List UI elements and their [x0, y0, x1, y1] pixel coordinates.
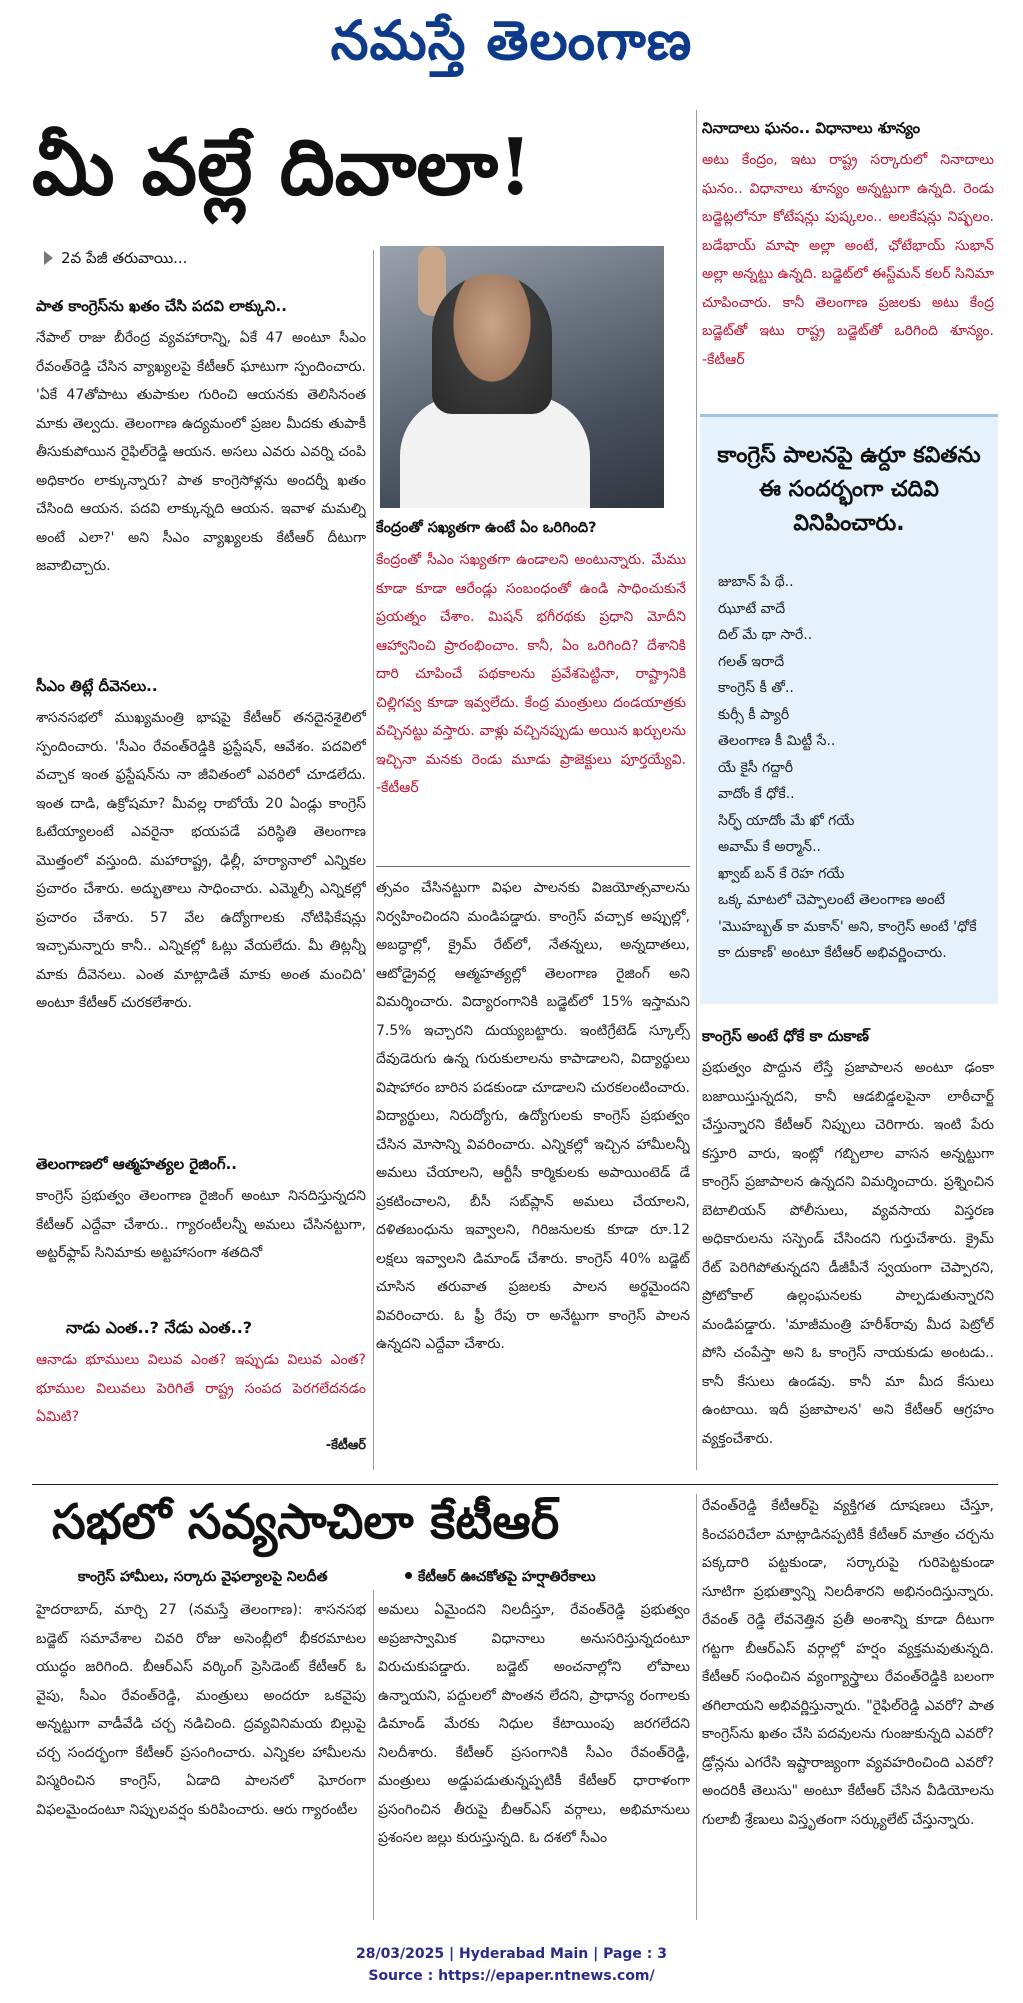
- bottom-col1: హైదరాబాద్, మార్చి 27 (నమస్తే తెలంగాణ): శాసనసభ బడ్జెట్ సమావేశాల చివరి రోజు అసెంబ్లీలో భీకరమాటల యుద్ధం జరిగింది. బీఆర్‌ఎస్ వర్కింగ్ ప్రెసిడెంట్ కేటీఆర్ ఓ వైపు, సీఎం రేవంత్‌రెడ్డి, మంత్రులు అందరూ ఒకవైపు అన్నట్టుగా వాడీవేడి చర్చ నడిచింది. ద్రవ్యవినిమయ బిల్లుపై చర్చ సందర్భంగా కేటీఆర్ ప్రసంగించారు. ఎన్నికల హామీలను విస్మరించిన కాంగ్రెస్, ఏడాది పాలనలో ఘోరంగా విఫలమైందంటూ నిప్పులవర్షం కురిపించారు. ఆరు గ్యారంటీల: [36, 1602, 366, 1818]
- column-rule: [373, 250, 374, 1470]
- col3-para: ప్రభుత్వం పొద్దున లేస్తే ప్రజాపాలన అంటూ ఢంకా బజాయిస్తున్నదని, కానీ ఆడబిడ్డలపైనా లాఠీచార్జ్ చేస్తున్నారని కేటీఆర్ నిప్పులు చెరిగారు. ఇంటి పేరు కస్తూరి వారు, ఇంట్లో గబ్బిలాల వాసన అన్నట్టుగా కాంగ్రెస్ ప్రజాపాలన ఉన్నదని విమర్శించారు. ప్రశ్నించిన బెటాలియన్ పోలీసులు, వ్యవసాయ విస్తరణ అధికారులను సస్పెండ్ చేసిందని గుర్తుచేశారు. క్రైమ్ రేట్ పెరిగిపోతున్నదని డీజీపీనే స్వయంగా చెప్పారని, ప్రోటోకాల్ ఉల్లంఘనలకు పాల్పడుతున్నారని మండిపడ్డారు. 'మాజీమంత్రి హరీశ్‌రావు మీద పెట్రోల్ పోసి చంపేస్తా అని ఓ కాంగ్రెస్ నాయకుడు అంటడు.. కానీ కేసులు ఉండవు. కానీ మా మీద కేసులు ఉంటాయి. ఇదీ ప్రజాపాలన' అని కేటీఆర్ ఆగ్రహం వ్యక్తంచేశారు.: [702, 1060, 994, 1447]
- col1-para-3: కాంగ్రెస్ ప్రభుత్వం తెలంగాణ రైజింగ్ అంటూ నినదిస్తున్నదని కేటీఆర్ ఎద్దేవా చేశారు.. గ్యారంటీలన్నీ అమలు చేసినట్టుగా, అట్టర్‌ఫ్లాప్ సినిమాకు అట్టహాసంగా శతదినో: [36, 1188, 366, 1261]
- poem-line: కాంగ్రెస్ కీ తో..: [718, 680, 794, 696]
- bottom-col2: అమలు ఏమైందని నిలదీస్తూ, రేవంత్‌రెడ్డి ప్రభుత్వం అప్రజాస్వామిక విధానాలు అనుసరిస్తున్నదంటూ విరుచుకుపడ్డారు. బడ్జెట్ అంచనాల్లోని లోపాలు ఉన్నాయని, పద్దులలో పొంతన లేదని, ప్రాధాన్య రంగాలకు డిమాండ్ మేరకు నిధుల కేటాయింపు జరగలేదని నిలదీశారు. కేటీఆర్ ప్రసంగానికి సీఎం రేవంత్‌రెడ్డి, మంత్రులు అడ్డుపడుతున్నప్పటికీ కేటీఆర్ ధారాళంగా ప్రసంగించిన తీరుపై బీఆర్‌ఎస్ వర్గాలు, అభిమానులు ప్రశంసల జల్లు కురుస్తున్నది. ఓ దశలో సీఎం: [378, 1602, 690, 1846]
- poem-line: దిల్ మే థా సారే..: [718, 627, 813, 643]
- col2-red-quote: కేంద్రంతో సీఎం సఖ్యతగా ఉండాలని అంటున్నారు. మేము కూడా కూడా ఆరేండ్లు సంబంధంతో ఉండి సాధించుకునే ప్రయత్నం చేశాం. మిషన్ భగీరథకు ప్రధాని మోదీని ఆహ్వానించి ప్రారంభించాం. కానీ, ఏం ఒరిగింది? దేశానికి దారి చూపించే పథకాలను ప్రవేశపెట్టినా, రాష్ట్రానికి చిల్లిగవ్వ కూడా ఇవ్వలేదు. కేంద్ర మంత్రులు దండయాత్రకు వచ్చినట్టు వస్తారు. వాళ్లు వచ్చినప్పుడు అయిన ఖర్చులను ఇచ్చినా మనకు రెండు మూడు ప్రాజెక్టులు పూర్తయ్యేవి. -కేటీఆర్: [376, 552, 686, 796]
- col3-subhead-2: కాంగ్రెస్ అంటే ధోకే కా దుకాణ్: [702, 1027, 869, 1045]
- column-rule: [373, 1590, 374, 1920]
- col1-signature: -కేటీఆర్: [325, 1438, 366, 1453]
- col1-subhead-2: సీఎం తిట్లే దీవెనలు..: [36, 677, 158, 695]
- masthead: [0, 0, 1023, 85]
- poem-line: యే కైసీ గద్దారీ: [718, 759, 794, 776]
- poem-line: సిర్ఫ్ యాదోం మే ఖో గయే: [718, 812, 855, 829]
- poem-line: జుబాన్ పే థే..: [718, 574, 794, 590]
- poem-line: గలత్ ఇరాదే: [718, 653, 785, 670]
- column-rule: [696, 110, 697, 1470]
- col1-para-1: నేపాల్ రాజు బీరేంద్ర వ్యవహారాన్ని, ఏకే 47 అంటూ సీఎం రేవంత్‌రెడ్డి చేసిన వ్యాఖ్యలపై కేటీఆర్ ఘాటుగా స్పందించారు. 'ఏకే 47తోపాటు తుపాకుల గురించి ఆయనకు తెలిసినంత మాకు తెల్వదు. తెలంగాణ ఉద్యమంలో ప్రజల మీదకు తుపాకీ తీసుకుపోయిన రైఫిల్‌రెడ్డి ఆయన. అసలు ఎవరు ఎవర్ని చంపి అధికారం లాక్కున్నారు? పాత కాంగ్రెసోళ్లను అందర్నీ ఖతం చేసింది ఆయన. పదవి లాక్కున్నది ఆయన. ఇవాళ మమల్ని అంటే ఎలా?' అని సీఎం వ్యాఖ్యలకు కేటీఆర్ దీటుగా జవాబిచ్చారు.: [36, 330, 366, 574]
- col2-subhead: కేంద్రంతో సఖ్యతగా ఉంటే ఏం ఒరిగింది?: [376, 520, 597, 536]
- newspaper-name: నమస్తే తెలంగాణ: [330, 8, 693, 72]
- main-headline: మీ వల్లే దివాలా!: [32, 122, 533, 213]
- urdu-poem-box: [700, 414, 998, 1004]
- continued-label: 2వ పేజీ తరువాయి...: [61, 249, 188, 267]
- divider: [376, 866, 690, 867]
- urdu-poem-title: కాంగ్రెస్ పాలనపై ఉర్దూ కవితను ఈ సందర్భంగా చదివి వినిపించారు.: [717, 443, 981, 536]
- col3-red-quote: అటు కేంద్రం, ఇటు రాష్ట్ర సర్కారులో నినాదాలు ఘనం.. విధానాలు శూన్యం అన్నట్టుగా ఉన్నది. రెండు బడ్జెట్లలోనూ కోటేషన్లు పుష్కలం.. అలకేషన్లు నిష్ఫలం. బడేభాయ్ మాషా అల్లా అంటే, ఛోటేభాయ్ సుభాన్ అల్లా అన్నట్టు ఉన్నది. బడ్జెట్‌లో ఈస్ట్‌మన్ కలర్ సినిమా చూపించారు. కానీ తెలంగాణ ప్రజలకు అటు కేంద్ర బడ్జెట్‌తో ఇటు రాష్ట్ర బడ్జెట్‌తో ఒరిగింది శూన్యం. -కేటీఆర్: [702, 152, 994, 368]
- bullet-icon: [405, 1572, 412, 1579]
- col3-subhead-1: నినాదాలు ఘనం.. విధానాలు శూన్యం: [702, 119, 921, 137]
- section-divider: [32, 1484, 998, 1485]
- bottom-headline: సభలో సవ్యసాచిలా కేటీఆర్: [52, 1494, 560, 1550]
- bottom-subhead-b: కేటీఆర్ ఊచకోతపై హర్షాతిరేకాలు: [418, 1569, 596, 1585]
- col1-subhead-4: నాడు ఎంత..? నేడు ఎంత..?: [66, 1318, 253, 1337]
- continued-note: [44, 246, 364, 270]
- poem-line: కుర్సీ కీ ప్యారీ: [718, 706, 790, 723]
- person-figure: [432, 274, 552, 414]
- col1-subhead-3: తెలంగాణలో ఆత్మహత్యల రైజింగ్..: [36, 1155, 237, 1173]
- col2-para: త్సవం చేసినట్టుగా విఫల పాలనకు విజయోత్సవాలను నిర్వహించిందని మండిపడ్డారు. కాంగ్రెస్ వచ్చాక అప్పుల్లో, అబద్ధాల్లో, క్రైమ్ రేట్‌లో, నేతన్నలు, అన్నదాతలు, ఆటోడ్రైవర్ల ఆత్మహత్యల్లో తెలంగాణ రైజింగ్ అని విమర్శించారు. విద్యారంగానికి బడ్జెట్‌లో 15% ఇస్తామని 7.5% ఇచ్చారని దుయ్యబట్టారు. ఇంటిగ్రేటెడ్ స్కూల్స్ దేవుడెరుగు ఉన్న గురుకులాలను కాపాడాలని, విద్యార్థులు విషాహారం బారిన పడకుండా చూడాలని చురకలంటించారు. విద్యార్థులు, నిరుద్యోగు, ఉద్యోగులకు కాంగ్రెస్ ప్రభుత్వం చేసిన మోసాన్ని వివరించారు. ఎన్నికల్లో ఇచ్చిన హామీలన్నీ అమలు చేయాలని, ఆర్టీసీ కార్మికులకు అపాయింటెడ్ డే ప్రకటించాలని, బీసీ సబ్‌ప్లాన్ అమలు చేయాలని, దళితబంధును ఇవ్వాలని, గిరిజనులకు కూడా రూ.12 లక్షలు ఇవ్వాలని డిమాండ్ చేశారు. కాంగ్రెస్ 40% బడ్జెట్ చూసిన తరువాత ప్రజలకు పాలన అర్థమైందని వివరించారు. ఓ ఫ్రీ రేపు రా అనేట్టుగా కాంగ్రెస్ పాలన ఉన్నదని ఎద్దేవా చేశారు.: [376, 880, 690, 1352]
- poem-line: వాదోం కే ధోకే..: [718, 786, 795, 802]
- chevron-right-icon: [44, 251, 53, 265]
- bottom-col3: రేవంత్‌రెడ్డి కేటీఆర్‌పై వ్యక్తిగత దూషణలు చేస్తూ, కించపరిచేలా మాట్లాడినప్పటికీ కేటీఆర్ మాత్రం చర్చను పక్కదారి పట్టకుండా, సర్కారుపై గురిపెట్టకుండా సూటిగా ప్రభుత్వాన్ని నిలదీశారని అభినందిస్తున్నారు. రేవంత్ రెడ్డి లేవనెత్తిన ప్రతీ అంశాన్ని కూడా దీటుగా గట్టగా బీఆర్‌ఎస్ వర్గాల్లో హర్షం వ్యక్తమవుతున్నది. కేటీఆర్ సంధించిన వ్యంగ్యాస్త్రాలు రేవంత్‌రెడ్డికి బలంగా తగిలాయని అభివర్ణిస్తున్నారు. "రైఫిల్‌రెడ్డి ఎవరో? పాత కాంగ్రెస్‌ను ఖతం చేసి పదవులను గుంజుకున్నది ఎవరో? డ్రోన్లను ఎగరేసి ఇష్టారాజ్యంగా వ్యవహరించింది ఎవరో? అందరికీ తెలుసు" అంటూ కేటీఆర్ చేసిన వీడియోలను గులాబీ శ్రేణులు విస్తృతంగా సర్క్యులేట్ చేస్తున్నారు.: [702, 1498, 994, 1828]
- bottom-subhead-a: కాంగ్రెస్ హామీలు, సర్కారు వైఫల్యాలపై నిలదీత: [78, 1569, 328, 1585]
- col1-subhead-1: పాత కాంగ్రెస్‌ను ఖతం చేసి పదవి లాక్కుని..: [36, 297, 287, 315]
- col1-para-2: శాసనసభలో ముఖ్యమంత్రి భాషపై కేటీఆర్ తనదైనశైలిలో స్పందించారు. 'సీఎం రేవంత్‌రెడ్డికి ఫ్రస్టేషన్, ఆవేశం. పదవిలో వచ్చాక ఇంత ఫ్రస్టేషన్‌ను నా జీవితంలో ఎవరిలో చూడలేదు. ఇంత దాడి, ఉక్రోషమా? మీవల్ల రాబోయే 20 ఏండ్లు కాంగ్రెస్ ఓటేయ్యాలంటే ఎవరైనా భయపడే పరిస్థితి తెలంగాణ మొత్తంలో వస్తుంది. మహారాష్ట్ర, ఢిల్లీ, హర్యానాలో ఎన్నికల ప్రచారం చేశారు. అద్భుతాలు సాధించారు. ఎమ్మెల్సీ ఎన్నికల్లో ప్రచారం చేశారు. 57 వేల ఉద్యోగాలకు నోటిఫికేషన్లు ఇచ్చామన్నారు కానీ.. ఎన్నికల్లో ఓట్లు వేయలేదు. మీ తిట్లన్నీ మాకు దీవెనలు. ఎంత మాట్లాడితే మాకు అంత మంచిది' అంటూ కేటీఆర్ చురకలేశారు.: [36, 710, 366, 1011]
- poem-line: ఝూటే వాదే: [718, 600, 786, 617]
- col1-red-quote: ఆనాడు భూములు విలువ ఎంత? ఇప్పుడు విలువ ఎంత? భూముల విలువలు పెరిగితే రాష్ట్ర సంపద పెరగలేదనడం ఏమిటి?: [36, 1352, 366, 1425]
- poem-line: తెలంగాణ కీ మిట్టీ సే..: [718, 733, 836, 749]
- footer-dateline: 28/03/2025 | Hyderabad Main | Page : 3: [355, 1946, 668, 1962]
- poem-line: అవామ్ కే అర్మాన్..: [718, 839, 821, 855]
- footer-source: Source : https://epaper.ntnews.com/: [368, 1968, 655, 1984]
- urdu-poem-lines: [718, 569, 984, 967]
- poem-line: ఖ్వాబ్ బన్ కే రెహ గయే: [718, 865, 845, 882]
- poem-line: ఒక్క మాటలో చెప్పాలంటే తెలంగాణ అంటే 'మొహబ్బత్ కా మకాన్' అని, కాంగ్రెస్ అంటే 'ధోకే కా దుకాణ్' అంటూ కేటీఆర్ అభివర్ణించారు.: [718, 892, 977, 961]
- column-rule: [696, 1494, 697, 1920]
- ktr-photo: [380, 246, 664, 508]
